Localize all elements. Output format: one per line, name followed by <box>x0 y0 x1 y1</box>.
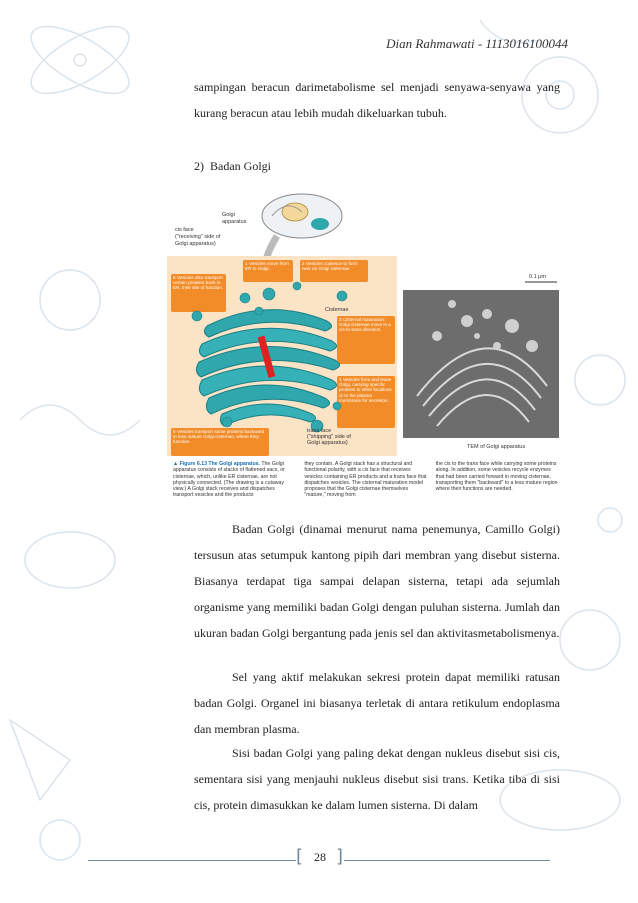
label-cisternae: Cisternae <box>325 307 349 313</box>
step-2-text: 2 Vesicles coalesce to form new cis Golgi cisternae. <box>302 261 358 272</box>
step-4-text: 4 Vesicles form and leave Golgi, carrying specific proteins to other locations or to the plasma membrane for secretion. <box>339 377 392 403</box>
label-golgi: Golgi <box>222 212 235 218</box>
paragraph-3: Sisi badan Golgi yang paling dekat dengan nukleus disebut sisi cis, sementara sisi yang menjauhi nukleus disebut sisi trans. Ketika tiba di sisi cis, protein dimasukkan ke dalam lumen sisterna. Di dalam <box>194 746 560 812</box>
page-number: 28 <box>314 850 326 864</box>
step-6-text: 6 Vesicles also transport certain proteins back to ER, their site of function. <box>173 275 224 291</box>
caption-title: ▲ Figure 6.13 The Golgi apparatus. <box>173 461 260 467</box>
footer-bracket-left: [ <box>296 846 304 867</box>
label-apparatus: apparatus <box>222 219 247 225</box>
tem-micrograph <box>403 290 559 438</box>
step-5-text: 5 Vesicles transport some proteins backward to less mature Golgi cisternae, where they function. <box>173 429 265 445</box>
footer-rule-left <box>88 860 296 861</box>
label-cis-1: cis face <box>175 227 194 233</box>
caption-text-1: The Golgi apparatus consists of stacks of flattened sacs, or cisternae, which, unlike ER cisternae, are not physically connected. (The drawing is a cutaway view.) A Golgi stack receives and dispatches transport vesicles and the products <box>173 461 285 499</box>
label-trans-3: Golgi apparatus) <box>307 440 348 446</box>
footer-bracket-right: ] <box>336 846 344 867</box>
caption-col-3: the cis to the trans face while carrying some proteins along. In addition, some vesicles recycle enzymes that had been carried forward in moving cisternae, transporting them "backward" to a less mature region where their functions are needed. <box>435 461 558 493</box>
caption-col-2: they contain. A Golgi stack has a structural and functional polarity, with a cis face that receives vesicles containing ER products and a trans face that dispatches vesicles. The cisternal maturation model proposes that the Golgi cisternae themselves "mature," moving from <box>304 461 427 499</box>
golgi-illustration <box>167 186 561 461</box>
step-3-text: 3 Cisternal maturation: Golgi cisternae move in a cis-to-trans direction. <box>339 317 391 333</box>
header-author: Dian Rahmawati - 1113016100044 <box>386 36 568 51</box>
label-trans-1: trans face <box>307 428 332 434</box>
figure-caption <box>173 461 559 499</box>
golgi-figure <box>167 186 561 486</box>
step-1-text: 1 Vesicles move from ER to Golgi. <box>245 261 289 272</box>
label-cis-2: ("receiving" side of <box>175 234 221 240</box>
paragraph-1: Badan Golgi (dinamai menurut nama penemunya, Camillo Golgi) tersusun atas setumpuk kantong pipih dari membran yang disebut sisterna. Biasanya terdapat tiga sampai delapan sisterna, tetapi ada sejumlah organisme yang memiliki badan Golgi dengan puluhan sisterna. Jumlah dan ukuran badan Golgi bergantung pada jenis sel dan aktivitasmetabolismenya. <box>194 522 560 640</box>
footer-rule-right <box>344 860 550 861</box>
paragraph-2: Sel yang aktif melakukan sekresi protein dapat memiliki ratusan badan Golgi. Organel ini biasanya terletak di antara retikulum endoplasma dan membran plasma. <box>194 670 560 736</box>
label-cis-3: Golgi apparatus) <box>175 241 216 247</box>
label-trans-2: ("shipping" side of <box>307 434 351 440</box>
caption-col-1 <box>173 461 296 499</box>
label-scale: 0.1 μm <box>529 274 546 280</box>
label-tem: TEM of Golgi apparatus <box>467 444 526 450</box>
cell-thumbnail <box>262 194 342 238</box>
section-heading: 2) Badan Golgi <box>194 159 271 173</box>
paragraph-intro: sampingan beracun darimetabolisme sel menjadi senyawa-senyawa yang kurang beracun atau lebih mudah dikeluarkan tubuh. <box>194 80 560 120</box>
